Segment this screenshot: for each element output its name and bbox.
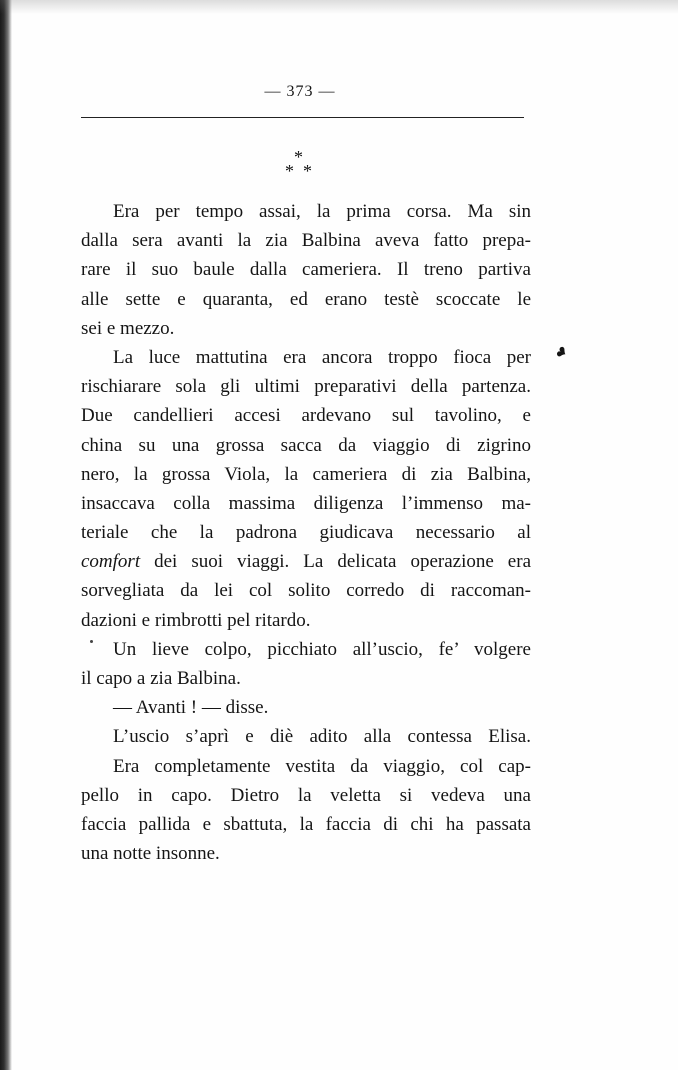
margin-ink-mark: ❥ [552, 344, 570, 363]
text-line: rare il suo baule dalla cameriera. Il treno partiva [81, 259, 531, 281]
text-line: dazioni e rimbrotti pel ritardo. [81, 609, 311, 631]
text-line: Un lieve colpo, picchiato all’uscio, fe’ volgere [113, 638, 531, 660]
text-line: sorvegliata da lei col solito corredo di raccoman- [81, 580, 531, 602]
text-line: teriale che la padrona giudicava necessario al [81, 522, 531, 544]
asterisk-left: * [285, 161, 294, 181]
binding-shadow [0, 0, 12, 1070]
text-line: alle sette e quaranta, ed erano testè scoccate le [81, 288, 531, 310]
text-line: faccia pallida e sbattuta, la faccia di chi ha passata [81, 813, 531, 835]
text-line: — Avanti ! — disse. [113, 697, 269, 719]
text-line: nero, la grossa Viola, la cameriera di zia Balbina, [81, 463, 531, 485]
text-line: china su una grossa sacca da viaggio di zigrino [81, 434, 531, 456]
text-line: rischiarare sola gli ultimi preparativi della partenza. [81, 376, 531, 398]
text-line: Due candellieri accesi ardevano sul tavolino, e [81, 405, 531, 427]
text-line: Era per tempo assai, la prima corsa. Ma sin [113, 201, 531, 222]
asterisk-right: * [303, 161, 312, 181]
scan-edge [0, 0, 678, 14]
text-line: pello in capo. Dietro la veletta si vedeva una [81, 784, 531, 806]
text-line [81, 547, 531, 576]
text-line: dalla sera avanti la zia Balbina aveva fatto prepa- [81, 230, 531, 252]
header-rule [81, 117, 524, 118]
body-text [81, 197, 531, 868]
text-line: insaccava colla massima diligenza l’immenso ma- [81, 492, 531, 514]
text-line: sei e mezzo. [81, 317, 175, 339]
text-line: Era completamente vestita da viaggio, col cap- [113, 755, 531, 777]
text-line-rest: dei suoi viaggi. La delicata operazione era [140, 551, 531, 573]
text-line: La luce mattutina era ancora troppo fioca per [113, 346, 531, 368]
asterisk-top: * [294, 147, 303, 167]
page-number: — 373 — [264, 83, 336, 100]
section-break-asterism [260, 148, 340, 188]
text-line: L’uscio s’aprì e diè adito alla contessa Elisa. [113, 726, 531, 748]
italic-word: comfort [81, 551, 141, 573]
text-line: una notte insonne. [81, 843, 220, 865]
text-line: il capo a zia Balbina. [81, 668, 241, 689]
